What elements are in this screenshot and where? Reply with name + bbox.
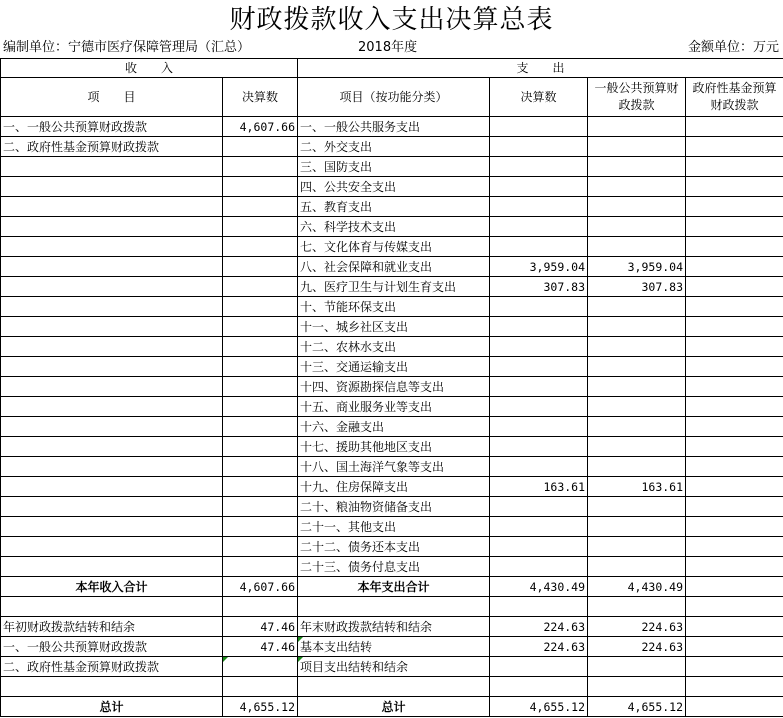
cell-income-amount <box>223 337 298 357</box>
carryover-fund-row <box>1 657 783 677</box>
cell-expense-item: 十五、商业服务业等支出 <box>298 397 490 417</box>
cell-income-amount <box>223 257 298 277</box>
carryover-general-row <box>1 637 783 657</box>
cell-expense-amount <box>490 397 588 417</box>
cell-income-item <box>1 457 223 477</box>
cell-expense-amount <box>490 297 588 317</box>
cell-expense-gov-fund <box>686 397 783 417</box>
cell-expense-general <box>588 297 686 317</box>
cell-income-amount <box>223 197 298 217</box>
table-row <box>1 517 783 537</box>
table-row <box>1 257 783 277</box>
end-carry-amount: 224.63 <box>490 617 588 637</box>
cell-expense-amount <box>490 117 588 137</box>
cell-expense-amount <box>490 197 588 217</box>
cell-expense-gov-fund <box>686 477 783 497</box>
basic-carry-label: 基本支出结转 <box>298 637 490 657</box>
cell-expense-gov-fund <box>686 537 783 557</box>
table-row <box>1 377 783 397</box>
col-general-budget: 一般公共预算财政拨款 <box>588 78 686 117</box>
cell-income-amount <box>223 517 298 537</box>
table-row <box>1 417 783 437</box>
cell-expense-item: 四、公共安全支出 <box>298 177 490 197</box>
cell-income-amount <box>223 557 298 577</box>
cell-expense-amount <box>490 177 588 197</box>
cell-expense-gov-fund <box>686 557 783 577</box>
cell-expense-item: 五、教育支出 <box>298 197 490 217</box>
table-row <box>1 157 783 177</box>
cell-expense-item: 二、外交支出 <box>298 137 490 157</box>
cell-expense-item: 十八、国土海洋气象等支出 <box>298 457 490 477</box>
cell-expense-gov-fund <box>686 357 783 377</box>
expense-section-header: 支 出 <box>298 59 783 78</box>
col-income-amount: 决算数 <box>223 78 298 117</box>
begin-carry-label: 年初财政拨款结转和结余 <box>1 617 223 637</box>
fiscal-year: 2018年度 <box>358 40 418 55</box>
table-row <box>1 197 783 217</box>
cell-expense-general <box>588 357 686 377</box>
cell-expense-amount <box>490 337 588 357</box>
cell-expense-general <box>588 497 686 517</box>
cell-income-item <box>1 497 223 517</box>
cell-expense-gov-fund <box>686 417 783 437</box>
cell-income-amount <box>223 357 298 377</box>
cell-expense-gov-fund <box>686 197 783 217</box>
table-row <box>1 477 783 497</box>
expense-total-gov-fund <box>686 577 783 597</box>
col-income-item: 项 目 <box>1 78 223 117</box>
cell-expense-item: 八、社会保障和就业支出 <box>298 257 490 277</box>
cell-expense-gov-fund <box>686 157 783 177</box>
cell-expense-gov-fund <box>686 457 783 477</box>
cell-income-amount <box>223 137 298 157</box>
cell-expense-item: 七、文化体育与传媒支出 <box>298 237 490 257</box>
cell-income-item <box>1 177 223 197</box>
begin-general-label: 一、一般公共预算财政拨款 <box>1 637 223 657</box>
grand-total-expense-label: 总计 <box>298 697 490 717</box>
income-section-header: 收 入 <box>1 59 298 78</box>
cell-expense-general <box>588 397 686 417</box>
cell-income-item <box>1 357 223 377</box>
cell-expense-amount <box>490 417 588 437</box>
cell-expense-item: 二十二、债务还本支出 <box>298 537 490 557</box>
cell-expense-amount <box>490 377 588 397</box>
cell-income-amount <box>223 417 298 437</box>
cell-income-amount <box>223 537 298 557</box>
cell-expense-general: 307.83 <box>588 277 686 297</box>
cell-expense-general <box>588 377 686 397</box>
cell-expense-general <box>588 537 686 557</box>
cell-income-amount <box>223 237 298 257</box>
cell-expense-gov-fund <box>686 337 783 357</box>
cell-income-item <box>1 257 223 277</box>
table-row <box>1 557 783 577</box>
cell-income-item <box>1 237 223 257</box>
table-row <box>1 497 783 517</box>
grand-total-row <box>1 697 783 717</box>
table-row <box>1 117 783 137</box>
cell-income-amount <box>223 497 298 517</box>
cell-income-item <box>1 377 223 397</box>
cell-income-amount: 4,607.66 <box>223 117 298 137</box>
cell-expense-amount <box>490 517 588 537</box>
cell-expense-general: 3,959.04 <box>588 257 686 277</box>
cell-expense-amount <box>490 437 588 457</box>
column-header-row <box>1 78 783 117</box>
cell-expense-amount <box>490 457 588 477</box>
cell-income-amount <box>223 437 298 457</box>
cell-income-item <box>1 537 223 557</box>
cell-expense-general <box>588 457 686 477</box>
cell-income-amount <box>223 477 298 497</box>
cell-expense-general <box>588 517 686 537</box>
spacer-row <box>1 677 783 697</box>
cell-expense-amount <box>490 557 588 577</box>
table-row <box>1 237 783 257</box>
cell-expense-amount <box>490 357 588 377</box>
begin-fund-label: 二、政府性基金预算财政拨款 <box>1 657 223 677</box>
cell-expense-gov-fund <box>686 177 783 197</box>
cell-income-amount <box>223 177 298 197</box>
cell-expense-gov-fund <box>686 437 783 457</box>
cell-expense-item: 十、节能环保支出 <box>298 297 490 317</box>
cell-expense-item: 六、科学技术支出 <box>298 217 490 237</box>
money-unit: 金额单位：万元 <box>687 40 779 55</box>
cell-expense-item: 二十一、其他支出 <box>298 517 490 537</box>
table-row <box>1 137 783 157</box>
col-gov-fund: 政府性基金预算财政拨款 <box>686 78 783 117</box>
project-carry-label: 项目支出结转和结余 <box>298 657 490 677</box>
cell-expense-amount <box>490 317 588 337</box>
grand-total-income-label: 总计 <box>1 697 223 717</box>
cell-expense-gov-fund <box>686 277 783 297</box>
cell-expense-amount <box>490 537 588 557</box>
cell-expense-gov-fund <box>686 317 783 337</box>
cell-expense-general: 163.61 <box>588 477 686 497</box>
cell-expense-gov-fund <box>686 517 783 537</box>
compiling-unit: 编制单位：宁德市医疗保障管理局（汇总） <box>3 40 251 55</box>
cell-expense-general <box>588 337 686 357</box>
cell-expense-item: 十一、城乡社区支出 <box>298 317 490 337</box>
end-carry-general: 224.63 <box>588 617 686 637</box>
cell-expense-general <box>588 137 686 157</box>
table-row <box>1 537 783 557</box>
cell-expense-general <box>588 237 686 257</box>
expense-total-amount: 4,430.49 <box>490 577 588 597</box>
cell-income-item <box>1 437 223 457</box>
cell-expense-general <box>588 197 686 217</box>
table-row <box>1 177 783 197</box>
cell-expense-item: 十六、金融支出 <box>298 417 490 437</box>
cell-expense-general <box>588 177 686 197</box>
cell-expense-general <box>588 557 686 577</box>
cell-expense-general <box>588 317 686 337</box>
cell-income-item: 二、政府性基金预算财政拨款 <box>1 137 223 157</box>
table-row <box>1 397 783 417</box>
cell-expense-amount <box>490 137 588 157</box>
cell-expense-item: 十四、资源勘探信息等支出 <box>298 377 490 397</box>
table-row <box>1 317 783 337</box>
cell-income-item <box>1 277 223 297</box>
table-row <box>1 437 783 457</box>
cell-expense-gov-fund <box>686 297 783 317</box>
year-total-row <box>1 577 783 597</box>
cell-income-item: 一、一般公共预算财政拨款 <box>1 117 223 137</box>
table-row <box>1 297 783 317</box>
cell-income-amount <box>223 157 298 177</box>
carryover-row <box>1 617 783 637</box>
grand-total-expense-amount: 4,655.12 <box>490 697 588 717</box>
grand-total-income-amount: 4,655.12 <box>223 697 298 717</box>
cell-income-item <box>1 397 223 417</box>
basic-carry-general: 224.63 <box>588 637 686 657</box>
cell-income-amount <box>223 297 298 317</box>
cell-expense-general <box>588 117 686 137</box>
cell-expense-item: 十七、援助其他地区支出 <box>298 437 490 457</box>
cell-expense-gov-fund <box>686 237 783 257</box>
cell-income-item <box>1 217 223 237</box>
cell-income-amount <box>223 377 298 397</box>
table-row <box>1 217 783 237</box>
table-row <box>1 337 783 357</box>
page-title: 财政拨款收入支出决算总表 <box>229 5 554 35</box>
cell-expense-amount <box>490 217 588 237</box>
cell-income-item <box>1 297 223 317</box>
cell-expense-amount <box>490 237 588 257</box>
cell-income-item <box>1 337 223 357</box>
cell-income-amount <box>223 457 298 477</box>
cell-expense-item: 十九、住房保障支出 <box>298 477 490 497</box>
col-expense-total: 决算数 <box>490 78 588 117</box>
expense-total-label: 本年支出合计 <box>298 577 490 597</box>
income-total-label: 本年收入合计 <box>1 577 223 597</box>
cell-expense-gov-fund <box>686 377 783 397</box>
spacer-row <box>1 597 783 617</box>
cell-expense-gov-fund <box>686 137 783 157</box>
cell-expense-amount <box>490 157 588 177</box>
cell-expense-gov-fund <box>686 497 783 517</box>
cell-expense-general <box>588 437 686 457</box>
cell-expense-gov-fund <box>686 117 783 137</box>
table-row <box>1 357 783 377</box>
cell-expense-amount <box>490 497 588 517</box>
cell-expense-item: 三、国防支出 <box>298 157 490 177</box>
cell-income-item <box>1 557 223 577</box>
cell-income-amount <box>223 317 298 337</box>
cell-expense-item: 九、医疗卫生与计划生育支出 <box>298 277 490 297</box>
cell-expense-general <box>588 417 686 437</box>
begin-carry-amount: 47.46 <box>223 617 298 637</box>
table-row <box>1 277 783 297</box>
basic-carry-amount: 224.63 <box>490 637 588 657</box>
cell-expense-amount: 307.83 <box>490 277 588 297</box>
begin-general-amount: 47.46 <box>223 637 298 657</box>
cell-expense-general <box>588 217 686 237</box>
income-total-amount: 4,607.66 <box>223 577 298 597</box>
cell-income-item <box>1 517 223 537</box>
cell-income-item <box>1 417 223 437</box>
budget-table <box>0 58 783 717</box>
section-header-row <box>1 59 783 78</box>
cell-expense-gov-fund <box>686 217 783 237</box>
col-expense-item: 项目（按功能分类） <box>298 78 490 117</box>
table-row <box>1 457 783 477</box>
cell-expense-gov-fund <box>686 257 783 277</box>
cell-expense-item: 二十、粮油物资储备支出 <box>298 497 490 517</box>
cell-expense-item: 二十三、债务付息支出 <box>298 557 490 577</box>
cell-income-amount <box>223 277 298 297</box>
cell-expense-amount: 163.61 <box>490 477 588 497</box>
cell-expense-item: 一、一般公共服务支出 <box>298 117 490 137</box>
cell-expense-amount: 3,959.04 <box>490 257 588 277</box>
cell-income-item <box>1 477 223 497</box>
grand-total-gov-fund <box>686 697 783 717</box>
grand-total-general: 4,655.12 <box>588 697 686 717</box>
cell-income-amount <box>223 397 298 417</box>
cell-income-item <box>1 317 223 337</box>
cell-income-item <box>1 197 223 217</box>
cell-expense-item: 十二、农林水支出 <box>298 337 490 357</box>
cell-income-item <box>1 157 223 177</box>
cell-expense-item: 十三、交通运输支出 <box>298 357 490 377</box>
cell-income-amount <box>223 217 298 237</box>
expense-total-general: 4,430.49 <box>588 577 686 597</box>
end-carry-label: 年末财政拨款结转和结余 <box>298 617 490 637</box>
cell-expense-general <box>588 157 686 177</box>
